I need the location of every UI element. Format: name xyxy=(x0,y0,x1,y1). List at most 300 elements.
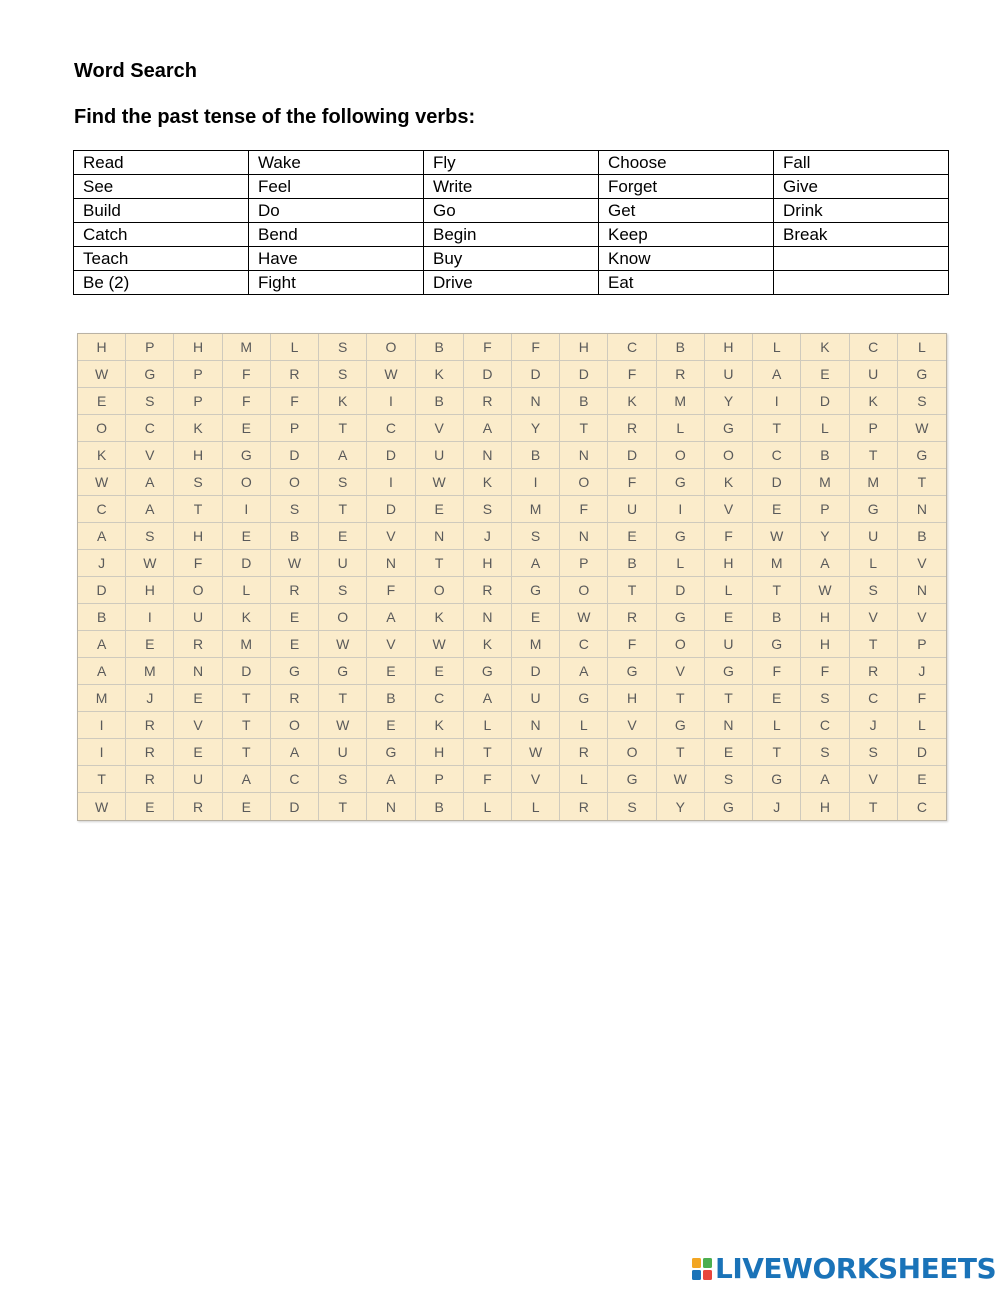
grid-letter[interactable]: F xyxy=(608,469,656,496)
grid-letter[interactable]: P xyxy=(174,361,222,388)
grid-letter[interactable]: N xyxy=(512,712,560,739)
grid-letter[interactable]: D xyxy=(367,496,415,523)
grid-letter[interactable]: I xyxy=(223,496,271,523)
grid-letter[interactable]: U xyxy=(319,550,367,577)
grid-letter[interactable]: E xyxy=(174,739,222,766)
grid-letter[interactable]: T xyxy=(560,415,608,442)
grid-letter[interactable]: S xyxy=(126,523,174,550)
grid-letter[interactable]: W xyxy=(753,523,801,550)
grid-letter[interactable]: C xyxy=(560,631,608,658)
grid-letter[interactable]: B xyxy=(271,523,319,550)
grid-letter[interactable]: S xyxy=(512,523,560,550)
grid-letter[interactable]: E xyxy=(898,766,946,793)
grid-letter[interactable]: K xyxy=(608,388,656,415)
grid-letter[interactable]: A xyxy=(801,550,849,577)
grid-letter[interactable]: D xyxy=(367,442,415,469)
grid-letter[interactable]: A xyxy=(367,604,415,631)
grid-letter[interactable]: V xyxy=(126,442,174,469)
grid-letter[interactable]: R xyxy=(464,577,512,604)
grid-letter[interactable]: H xyxy=(464,550,512,577)
grid-letter[interactable]: I xyxy=(512,469,560,496)
grid-letter[interactable]: D xyxy=(512,658,560,685)
grid-letter[interactable]: H xyxy=(126,577,174,604)
grid-letter[interactable]: I xyxy=(367,469,415,496)
grid-letter[interactable]: N xyxy=(512,388,560,415)
grid-letter[interactable]: M xyxy=(223,631,271,658)
grid-letter[interactable]: A xyxy=(512,550,560,577)
grid-letter[interactable]: W xyxy=(78,469,126,496)
grid-letter[interactable]: F xyxy=(608,361,656,388)
grid-letter[interactable]: D xyxy=(801,388,849,415)
grid-letter[interactable]: E xyxy=(753,685,801,712)
grid-letter[interactable]: R xyxy=(174,631,222,658)
grid-letter[interactable]: H xyxy=(801,604,849,631)
grid-letter[interactable]: J xyxy=(464,523,512,550)
grid-letter[interactable]: E xyxy=(367,658,415,685)
grid-letter[interactable]: V xyxy=(174,712,222,739)
grid-letter[interactable]: L xyxy=(898,712,946,739)
grid-letter[interactable]: N xyxy=(464,442,512,469)
grid-letter[interactable]: F xyxy=(608,631,656,658)
grid-letter[interactable]: R xyxy=(126,766,174,793)
grid-letter[interactable]: A xyxy=(801,766,849,793)
grid-letter[interactable]: D xyxy=(223,550,271,577)
grid-letter[interactable]: G xyxy=(464,658,512,685)
grid-letter[interactable]: L xyxy=(850,550,898,577)
grid-letter[interactable]: H xyxy=(608,685,656,712)
grid-letter[interactable]: K xyxy=(464,631,512,658)
grid-letter[interactable]: F xyxy=(753,658,801,685)
grid-letter[interactable]: O xyxy=(560,469,608,496)
grid-letter[interactable]: Y xyxy=(705,388,753,415)
grid-letter[interactable]: G xyxy=(608,658,656,685)
grid-letter[interactable]: G xyxy=(753,766,801,793)
grid-letter[interactable]: T xyxy=(753,739,801,766)
grid-letter[interactable]: D xyxy=(271,442,319,469)
grid-letter[interactable]: U xyxy=(705,631,753,658)
grid-letter[interactable]: F xyxy=(464,334,512,361)
grid-letter[interactable]: I xyxy=(367,388,415,415)
grid-letter[interactable]: S xyxy=(801,685,849,712)
grid-letter[interactable]: W xyxy=(367,361,415,388)
grid-letter[interactable]: U xyxy=(174,604,222,631)
grid-letter[interactable]: E xyxy=(78,388,126,415)
grid-letter[interactable]: S xyxy=(174,469,222,496)
grid-letter[interactable]: F xyxy=(271,388,319,415)
grid-letter[interactable]: S xyxy=(319,577,367,604)
grid-letter[interactable]: A xyxy=(560,658,608,685)
grid-letter[interactable]: R xyxy=(608,415,656,442)
grid-letter[interactable]: N xyxy=(898,577,946,604)
grid-letter[interactable]: V xyxy=(367,631,415,658)
grid-letter[interactable]: E xyxy=(126,631,174,658)
grid-letter[interactable]: T xyxy=(657,739,705,766)
grid-letter[interactable]: G xyxy=(705,415,753,442)
grid-letter[interactable]: J xyxy=(753,793,801,820)
grid-letter[interactable]: U xyxy=(512,685,560,712)
grid-letter[interactable]: T xyxy=(319,685,367,712)
grid-letter[interactable]: L xyxy=(898,334,946,361)
grid-letter[interactable]: M xyxy=(126,658,174,685)
grid-letter[interactable]: A xyxy=(78,658,126,685)
grid-letter[interactable]: A xyxy=(464,415,512,442)
grid-letter[interactable]: J xyxy=(78,550,126,577)
grid-letter[interactable]: R xyxy=(126,712,174,739)
grid-letter[interactable]: A xyxy=(319,442,367,469)
grid-letter[interactable]: F xyxy=(512,334,560,361)
grid-letter[interactable]: W xyxy=(271,550,319,577)
grid-letter[interactable]: V xyxy=(608,712,656,739)
grid-letter[interactable]: E xyxy=(126,793,174,820)
grid-letter[interactable]: R xyxy=(464,388,512,415)
grid-letter[interactable]: R xyxy=(608,604,656,631)
grid-letter[interactable]: P xyxy=(271,415,319,442)
grid-letter[interactable]: N xyxy=(560,523,608,550)
grid-letter[interactable]: O xyxy=(78,415,126,442)
grid-letter[interactable]: D xyxy=(464,361,512,388)
grid-letter[interactable]: B xyxy=(753,604,801,631)
grid-letter[interactable]: U xyxy=(416,442,464,469)
grid-letter[interactable]: D xyxy=(608,442,656,469)
grid-letter[interactable]: F xyxy=(367,577,415,604)
grid-letter[interactable]: I xyxy=(78,712,126,739)
grid-letter[interactable]: K xyxy=(416,604,464,631)
grid-letter[interactable]: T xyxy=(464,739,512,766)
grid-letter[interactable]: E xyxy=(416,496,464,523)
grid-letter[interactable]: F xyxy=(560,496,608,523)
grid-letter[interactable]: O xyxy=(608,739,656,766)
grid-letter[interactable]: B xyxy=(416,793,464,820)
grid-letter[interactable]: G xyxy=(753,631,801,658)
grid-letter[interactable]: W xyxy=(126,550,174,577)
grid-letter[interactable]: T xyxy=(657,685,705,712)
grid-letter[interactable]: I xyxy=(126,604,174,631)
grid-letter[interactable]: W xyxy=(801,577,849,604)
grid-letter[interactable]: W xyxy=(416,631,464,658)
grid-letter[interactable]: M xyxy=(850,469,898,496)
grid-letter[interactable]: A xyxy=(78,631,126,658)
grid-letter[interactable]: T xyxy=(223,685,271,712)
grid-letter[interactable]: B xyxy=(367,685,415,712)
grid-letter[interactable]: E xyxy=(271,631,319,658)
grid-letter[interactable]: G xyxy=(898,442,946,469)
grid-letter[interactable]: H xyxy=(801,631,849,658)
grid-letter[interactable]: O xyxy=(657,631,705,658)
grid-letter[interactable]: W xyxy=(416,469,464,496)
grid-letter[interactable]: S xyxy=(319,361,367,388)
grid-letter[interactable]: O xyxy=(705,442,753,469)
grid-letter[interactable]: E xyxy=(174,685,222,712)
grid-letter[interactable]: E xyxy=(705,739,753,766)
grid-letter[interactable]: J xyxy=(850,712,898,739)
grid-letter[interactable]: G xyxy=(223,442,271,469)
grid-letter[interactable]: L xyxy=(657,550,705,577)
grid-letter[interactable]: L xyxy=(223,577,271,604)
grid-letter[interactable]: E xyxy=(223,523,271,550)
grid-letter[interactable]: T xyxy=(416,550,464,577)
grid-letter[interactable]: D xyxy=(78,577,126,604)
grid-letter[interactable]: C xyxy=(753,442,801,469)
grid-letter[interactable]: H xyxy=(174,442,222,469)
grid-letter[interactable]: T xyxy=(319,415,367,442)
grid-letter[interactable]: B xyxy=(657,334,705,361)
grid-letter[interactable]: S xyxy=(464,496,512,523)
grid-letter[interactable]: H xyxy=(705,550,753,577)
grid-letter[interactable]: P xyxy=(174,388,222,415)
grid-letter[interactable]: Y xyxy=(657,793,705,820)
grid-letter[interactable]: S xyxy=(319,766,367,793)
grid-letter[interactable]: P xyxy=(898,631,946,658)
grid-letter[interactable]: V xyxy=(416,415,464,442)
grid-letter[interactable]: M xyxy=(657,388,705,415)
grid-letter[interactable]: F xyxy=(898,685,946,712)
grid-letter[interactable]: C xyxy=(801,712,849,739)
grid-letter[interactable]: C xyxy=(78,496,126,523)
grid-letter[interactable]: O xyxy=(174,577,222,604)
grid-letter[interactable]: L xyxy=(753,712,801,739)
grid-letter[interactable]: O xyxy=(271,469,319,496)
grid-letter[interactable]: L xyxy=(560,712,608,739)
grid-letter[interactable]: A xyxy=(367,766,415,793)
grid-letter[interactable]: L xyxy=(560,766,608,793)
grid-letter[interactable]: A xyxy=(126,469,174,496)
grid-letter[interactable]: L xyxy=(271,334,319,361)
grid-letter[interactable]: N xyxy=(560,442,608,469)
grid-letter[interactable]: R xyxy=(850,658,898,685)
grid-letter[interactable]: W xyxy=(319,712,367,739)
grid-letter[interactable]: E xyxy=(271,604,319,631)
grid-letter[interactable]: S xyxy=(126,388,174,415)
grid-letter[interactable]: O xyxy=(416,577,464,604)
grid-letter[interactable]: N xyxy=(367,550,415,577)
grid-letter[interactable]: O xyxy=(271,712,319,739)
grid-letter[interactable]: R xyxy=(271,685,319,712)
grid-letter[interactable]: G xyxy=(608,766,656,793)
grid-letter[interactable]: T xyxy=(753,577,801,604)
grid-letter[interactable]: S xyxy=(319,469,367,496)
grid-letter[interactable]: H xyxy=(560,334,608,361)
grid-letter[interactable]: T xyxy=(850,793,898,820)
grid-letter[interactable]: G xyxy=(850,496,898,523)
grid-letter[interactable]: C xyxy=(126,415,174,442)
grid-letter[interactable]: S xyxy=(271,496,319,523)
grid-letter[interactable]: U xyxy=(608,496,656,523)
grid-letter[interactable]: M xyxy=(512,496,560,523)
grid-letter[interactable]: G xyxy=(126,361,174,388)
grid-letter[interactable]: Y xyxy=(801,523,849,550)
grid-letter[interactable]: O xyxy=(367,334,415,361)
grid-letter[interactable]: E xyxy=(416,658,464,685)
grid-letter[interactable]: M xyxy=(78,685,126,712)
grid-letter[interactable]: J xyxy=(126,685,174,712)
grid-letter[interactable]: L xyxy=(753,334,801,361)
grid-letter[interactable]: W xyxy=(78,793,126,820)
grid-letter[interactable]: T xyxy=(608,577,656,604)
grid-letter[interactable]: T xyxy=(223,739,271,766)
grid-letter[interactable]: K xyxy=(174,415,222,442)
grid-letter[interactable]: C xyxy=(367,415,415,442)
grid-letter[interactable]: E xyxy=(705,604,753,631)
grid-letter[interactable]: G xyxy=(705,658,753,685)
grid-letter[interactable]: E xyxy=(512,604,560,631)
grid-letter[interactable]: C xyxy=(416,685,464,712)
grid-letter[interactable]: S xyxy=(801,739,849,766)
grid-letter[interactable]: T xyxy=(898,469,946,496)
grid-letter[interactable]: H xyxy=(416,739,464,766)
grid-letter[interactable]: V xyxy=(512,766,560,793)
grid-letter[interactable]: F xyxy=(223,361,271,388)
grid-letter[interactable]: F xyxy=(801,658,849,685)
grid-letter[interactable]: S xyxy=(898,388,946,415)
grid-letter[interactable]: D xyxy=(560,361,608,388)
grid-letter[interactable]: D xyxy=(223,658,271,685)
grid-letter[interactable]: K xyxy=(223,604,271,631)
grid-letter[interactable]: R xyxy=(271,361,319,388)
grid-letter[interactable]: G xyxy=(657,469,705,496)
grid-letter[interactable]: B xyxy=(898,523,946,550)
grid-letter[interactable]: G xyxy=(657,604,705,631)
grid-letter[interactable]: P xyxy=(416,766,464,793)
grid-letter[interactable]: H xyxy=(78,334,126,361)
grid-letter[interactable]: G xyxy=(271,658,319,685)
grid-letter[interactable]: U xyxy=(850,523,898,550)
grid-letter[interactable]: U xyxy=(705,361,753,388)
grid-letter[interactable]: U xyxy=(174,766,222,793)
grid-letter[interactable]: B xyxy=(560,388,608,415)
grid-letter[interactable]: G xyxy=(898,361,946,388)
grid-letter[interactable]: H xyxy=(174,334,222,361)
grid-letter[interactable]: K xyxy=(850,388,898,415)
grid-letter[interactable]: G xyxy=(560,685,608,712)
grid-letter[interactable]: A xyxy=(464,685,512,712)
grid-letter[interactable]: W xyxy=(512,739,560,766)
grid-letter[interactable]: B xyxy=(416,334,464,361)
grid-letter[interactable]: R xyxy=(657,361,705,388)
grid-letter[interactable]: R xyxy=(126,739,174,766)
grid-letter[interactable]: I xyxy=(753,388,801,415)
grid-letter[interactable]: F xyxy=(223,388,271,415)
grid-letter[interactable]: R xyxy=(560,793,608,820)
grid-letter[interactable]: U xyxy=(850,361,898,388)
grid-letter[interactable]: L xyxy=(464,712,512,739)
grid-letter[interactable]: H xyxy=(801,793,849,820)
grid-letter[interactable]: K xyxy=(801,334,849,361)
grid-letter[interactable]: N xyxy=(367,793,415,820)
grid-letter[interactable]: E xyxy=(223,793,271,820)
grid-letter[interactable]: E xyxy=(801,361,849,388)
grid-letter[interactable]: L xyxy=(801,415,849,442)
grid-letter[interactable]: T xyxy=(78,766,126,793)
grid-letter[interactable]: V xyxy=(367,523,415,550)
grid-letter[interactable]: L xyxy=(705,577,753,604)
grid-letter[interactable]: T xyxy=(319,496,367,523)
grid-letter[interactable]: C xyxy=(850,334,898,361)
grid-letter[interactable]: W xyxy=(560,604,608,631)
grid-letter[interactable]: P xyxy=(560,550,608,577)
grid-letter[interactable]: T xyxy=(319,793,367,820)
grid-letter[interactable]: S xyxy=(850,739,898,766)
grid-letter[interactable]: V xyxy=(850,766,898,793)
grid-letter[interactable]: V xyxy=(705,496,753,523)
grid-letter[interactable]: W xyxy=(78,361,126,388)
grid-letter[interactable]: F xyxy=(174,550,222,577)
grid-letter[interactable]: V xyxy=(898,604,946,631)
grid-letter[interactable]: G xyxy=(657,712,705,739)
grid-letter[interactable]: O xyxy=(560,577,608,604)
grid-letter[interactable]: A xyxy=(223,766,271,793)
grid-letter[interactable]: B xyxy=(416,388,464,415)
grid-letter[interactable]: G xyxy=(367,739,415,766)
grid-letter[interactable]: N xyxy=(705,712,753,739)
grid-letter[interactable]: V xyxy=(850,604,898,631)
grid-letter[interactable]: K xyxy=(319,388,367,415)
grid-letter[interactable]: L xyxy=(657,415,705,442)
grid-letter[interactable]: O xyxy=(657,442,705,469)
grid-letter[interactable]: T xyxy=(223,712,271,739)
grid-letter[interactable]: R xyxy=(271,577,319,604)
grid-letter[interactable]: K xyxy=(416,712,464,739)
grid-letter[interactable]: T xyxy=(850,631,898,658)
grid-letter[interactable]: A xyxy=(78,523,126,550)
grid-letter[interactable]: R xyxy=(174,793,222,820)
grid-letter[interactable]: I xyxy=(78,739,126,766)
grid-letter[interactable]: B xyxy=(512,442,560,469)
grid-letter[interactable]: T xyxy=(850,442,898,469)
grid-letter[interactable]: M xyxy=(801,469,849,496)
grid-letter[interactable]: E xyxy=(223,415,271,442)
grid-letter[interactable]: E xyxy=(753,496,801,523)
grid-letter[interactable]: G xyxy=(512,577,560,604)
grid-letter[interactable]: L xyxy=(512,793,560,820)
grid-letter[interactable]: N xyxy=(416,523,464,550)
grid-letter[interactable]: A xyxy=(753,361,801,388)
grid-letter[interactable]: E xyxy=(319,523,367,550)
grid-letter[interactable]: D xyxy=(657,577,705,604)
grid-letter[interactable]: H xyxy=(174,523,222,550)
grid-letter[interactable]: E xyxy=(608,523,656,550)
grid-letter[interactable]: P xyxy=(850,415,898,442)
grid-letter[interactable]: G xyxy=(657,523,705,550)
grid-letter[interactable]: D xyxy=(898,739,946,766)
grid-letter[interactable]: U xyxy=(319,739,367,766)
grid-letter[interactable]: S xyxy=(608,793,656,820)
grid-letter[interactable]: W xyxy=(319,631,367,658)
grid-letter[interactable]: D xyxy=(271,793,319,820)
grid-letter[interactable]: K xyxy=(705,469,753,496)
grid-letter[interactable]: J xyxy=(898,658,946,685)
grid-letter[interactable]: T xyxy=(174,496,222,523)
grid-letter[interactable]: K xyxy=(416,361,464,388)
grid-letter[interactable]: C xyxy=(916,798,927,815)
grid-letter[interactable]: H xyxy=(705,334,753,361)
grid-letter[interactable]: A xyxy=(126,496,174,523)
grid-letter[interactable]: M xyxy=(512,631,560,658)
grid-letter[interactable]: V xyxy=(898,550,946,577)
grid-letter[interactable]: G xyxy=(705,793,753,820)
grid-letter[interactable]: O xyxy=(319,604,367,631)
grid-letter[interactable]: S xyxy=(319,334,367,361)
grid-letter[interactable]: P xyxy=(801,496,849,523)
grid-letter[interactable]: C xyxy=(608,334,656,361)
grid-letter[interactable]: M xyxy=(753,550,801,577)
grid-letter[interactable]: F xyxy=(464,766,512,793)
grid-letter[interactable]: N xyxy=(464,604,512,631)
grid-letter[interactable]: D xyxy=(753,469,801,496)
grid-letter[interactable]: W xyxy=(898,415,946,442)
grid-letter[interactable]: C xyxy=(271,766,319,793)
grid-letter[interactable]: V xyxy=(657,658,705,685)
grid-letter[interactable]: G xyxy=(319,658,367,685)
